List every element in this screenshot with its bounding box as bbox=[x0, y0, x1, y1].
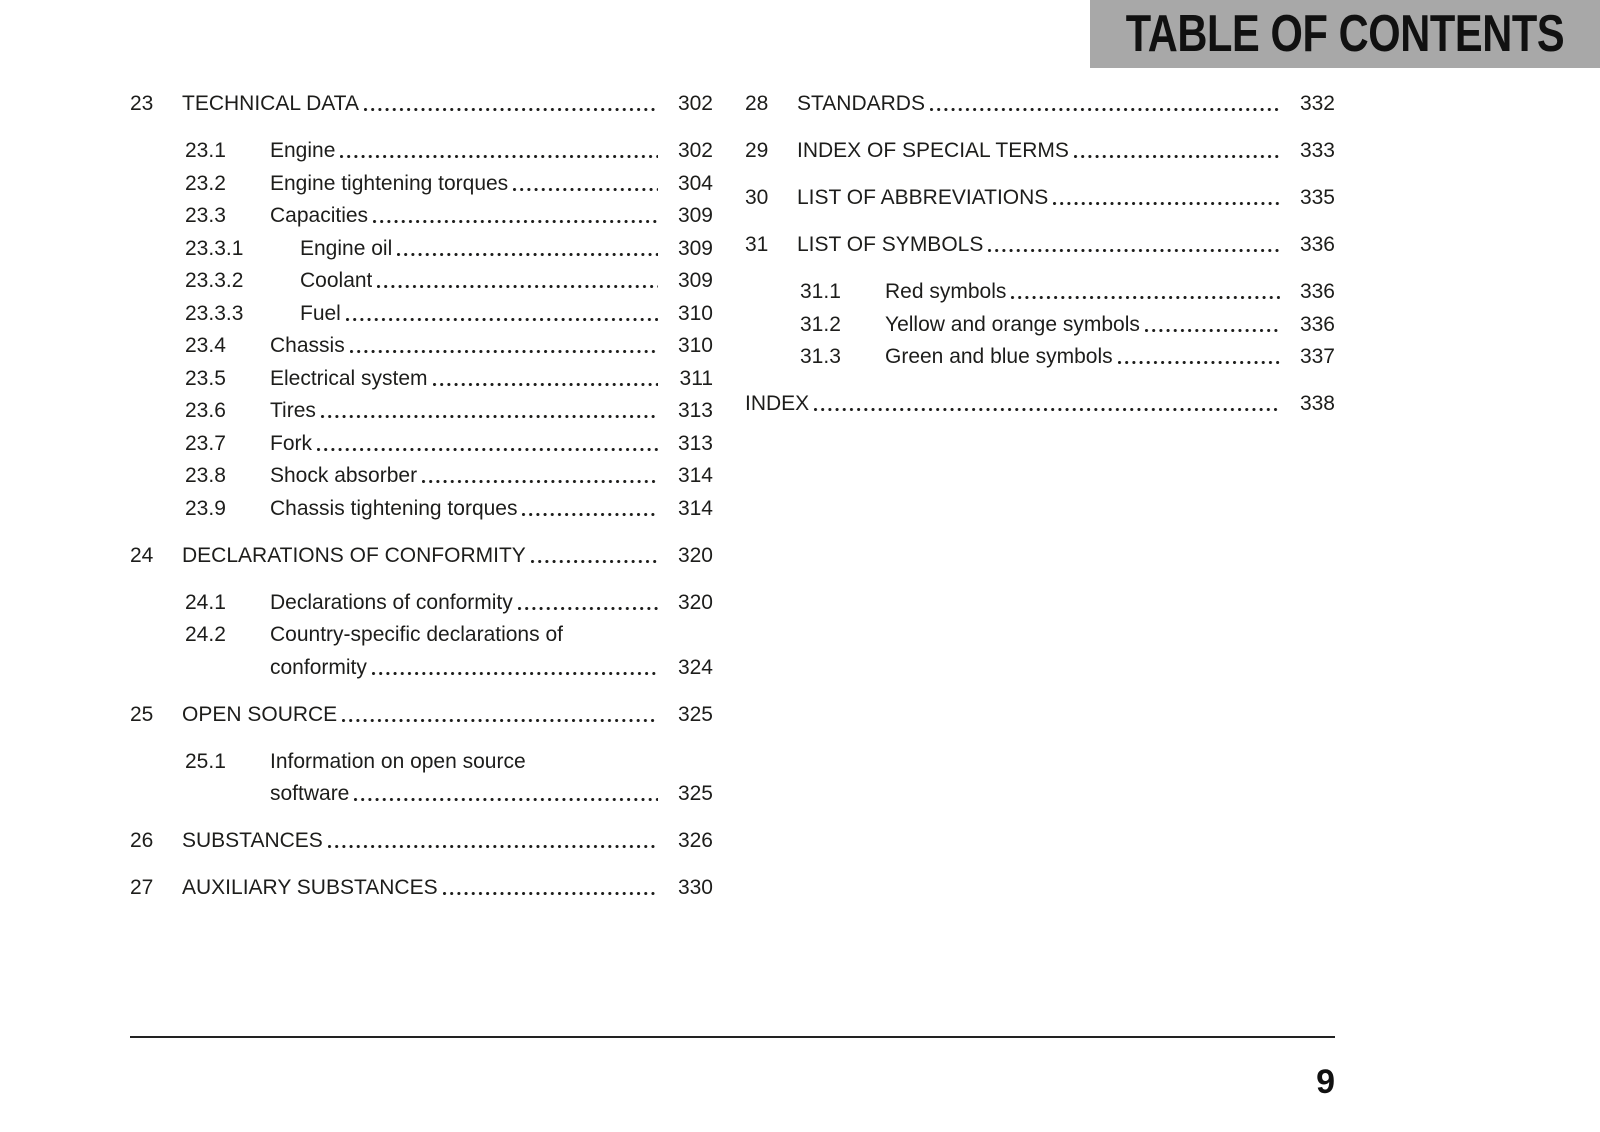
toc-entry-label-continued: conformity bbox=[270, 655, 367, 679]
toc-entry-number: 31 bbox=[745, 233, 769, 256]
toc-entry[interactable] bbox=[130, 493, 713, 526]
toc-entry-label: TECHNICAL DATA bbox=[182, 92, 359, 115]
dot-leader bbox=[518, 607, 658, 610]
toc-entry-page: 325 bbox=[677, 702, 713, 726]
dot-leader bbox=[372, 672, 658, 675]
toc-entry-page: 314 bbox=[677, 496, 713, 520]
toc-entry-number: 24.2 bbox=[185, 623, 226, 646]
toc-entry-line bbox=[130, 619, 713, 652]
toc-entry-label: Declarations of conformity bbox=[270, 590, 513, 614]
toc-entry[interactable] bbox=[130, 746, 713, 811]
toc-entry-page: 332 bbox=[1299, 92, 1335, 115]
toc-entry[interactable] bbox=[745, 135, 1335, 168]
toc-entry-number: 23.4 bbox=[185, 334, 226, 357]
toc-entry[interactable] bbox=[130, 619, 713, 684]
dot-leader bbox=[1011, 296, 1280, 299]
toc-entry[interactable] bbox=[130, 298, 713, 331]
toc-entry-page: 336 bbox=[1299, 233, 1335, 256]
toc-entry-label: LIST OF SYMBOLS bbox=[797, 233, 984, 256]
toc-entry-number: 24.1 bbox=[185, 590, 226, 614]
toc-entry-label: Chassis tightening torques bbox=[270, 496, 518, 520]
toc-entry-page: 313 bbox=[677, 399, 713, 422]
dot-leader bbox=[814, 408, 1280, 411]
toc-entry[interactable] bbox=[130, 825, 713, 858]
toc-entry-page: 336 bbox=[1299, 280, 1335, 303]
toc-entry[interactable] bbox=[130, 168, 713, 201]
dot-leader bbox=[397, 253, 658, 256]
toc-entry[interactable] bbox=[130, 265, 713, 298]
toc-entry-label: INDEX OF SPECIAL TERMS bbox=[797, 139, 1069, 162]
toc-entry-page: 338 bbox=[1299, 392, 1335, 415]
toc-entry[interactable] bbox=[130, 872, 713, 905]
toc-entry[interactable] bbox=[130, 135, 713, 168]
toc-entry-number: 23.8 bbox=[185, 464, 226, 487]
toc-entry-number: 23.7 bbox=[185, 431, 226, 455]
toc-entry-number: 25.1 bbox=[185, 749, 226, 773]
dot-leader bbox=[422, 480, 658, 483]
toc-entry-label: Country-specific declarations of bbox=[270, 623, 563, 646]
toc-entry-label-continued: software bbox=[270, 782, 350, 805]
toc-entry-label: Electrical system bbox=[270, 366, 428, 390]
toc-entry-line bbox=[130, 778, 713, 811]
toc-entry-label: Fork bbox=[270, 431, 312, 455]
toc-entry[interactable] bbox=[130, 428, 713, 461]
toc-entry-label: Engine tightening torques bbox=[270, 171, 509, 195]
dot-leader bbox=[377, 285, 658, 288]
toc-entry-page: 302 bbox=[677, 139, 713, 162]
toc-entry-label: INDEX bbox=[745, 392, 810, 415]
toc-entry[interactable] bbox=[130, 233, 713, 266]
toc-entry[interactable] bbox=[130, 460, 713, 493]
toc-entry-label: Green and blue symbols bbox=[885, 345, 1113, 368]
toc-entry-number: 27 bbox=[130, 876, 154, 899]
toc-entry-page: 302 bbox=[677, 92, 713, 115]
toc-entry-page: 320 bbox=[677, 543, 713, 567]
toc-entry-page: 325 bbox=[677, 782, 713, 805]
toc-entry-number: 23.1 bbox=[185, 139, 226, 162]
toc-entry-page: 310 bbox=[677, 334, 713, 357]
toc-entry-label: Capacities bbox=[270, 204, 369, 227]
dot-leader bbox=[522, 513, 658, 516]
dot-leader bbox=[1118, 361, 1280, 364]
toc-entry[interactable] bbox=[745, 341, 1335, 374]
dot-leader bbox=[342, 719, 658, 722]
dot-leader bbox=[373, 220, 658, 223]
dot-leader bbox=[364, 108, 658, 111]
dot-leader bbox=[350, 350, 658, 353]
toc-entry-page: 324 bbox=[677, 655, 713, 679]
toc-entry-line bbox=[130, 652, 713, 685]
toc-entry-label: Coolant bbox=[300, 269, 373, 292]
toc-entry[interactable] bbox=[130, 699, 713, 732]
toc-entry-number: 23 bbox=[130, 92, 154, 115]
toc-entry-page: 336 bbox=[1299, 312, 1335, 336]
toc-entry-number: 23.3.1 bbox=[185, 236, 244, 260]
page-title: TABLE OF CONTENTS bbox=[1125, 5, 1565, 63]
toc-entry-number: 31.3 bbox=[800, 345, 841, 368]
toc-entry-label: Shock absorber bbox=[270, 464, 418, 487]
toc-entry[interactable] bbox=[130, 88, 713, 121]
toc-entry-page: 314 bbox=[677, 464, 713, 487]
toc-entry-line bbox=[130, 746, 713, 779]
toc-entry-label: Engine oil bbox=[300, 236, 393, 260]
toc-entry-label: Tires bbox=[270, 399, 316, 422]
toc-entry[interactable] bbox=[130, 200, 713, 233]
dot-leader bbox=[346, 318, 658, 321]
dot-leader bbox=[531, 560, 658, 563]
toc-entry-page: 309 bbox=[677, 269, 713, 292]
toc-entry-page: 311 bbox=[679, 366, 713, 390]
toc-entry[interactable] bbox=[130, 540, 713, 573]
toc-entry[interactable] bbox=[745, 276, 1335, 309]
toc-entry[interactable] bbox=[130, 587, 713, 620]
toc-entry[interactable] bbox=[130, 395, 713, 428]
toc-entry-page: 335 bbox=[1299, 186, 1335, 209]
dot-leader bbox=[930, 108, 1280, 111]
dot-leader bbox=[328, 845, 658, 848]
footer-divider bbox=[130, 1036, 1335, 1038]
dot-leader bbox=[1145, 329, 1280, 332]
toc-entry-number: 24 bbox=[130, 543, 154, 567]
dot-leader bbox=[317, 448, 658, 451]
toc-entry-label: SUBSTANCES bbox=[182, 829, 323, 852]
toc-entry-label: OPEN SOURCE bbox=[182, 702, 338, 726]
page-number: 9 bbox=[1316, 1063, 1335, 1101]
toc-entry[interactable] bbox=[745, 182, 1335, 215]
toc-entry-number: 29 bbox=[745, 139, 769, 162]
dot-leader bbox=[443, 892, 658, 895]
toc-entry-page: 320 bbox=[677, 590, 713, 614]
dot-leader bbox=[1074, 155, 1280, 158]
toc-entry-label: Fuel bbox=[300, 301, 341, 325]
toc-entry-number: 23.3.3 bbox=[185, 301, 244, 325]
toc-entry-number: 23.9 bbox=[185, 496, 226, 520]
toc-entry-number: 23.2 bbox=[185, 171, 226, 195]
dot-leader bbox=[513, 188, 658, 191]
toc-entry-number: 23.5 bbox=[185, 366, 226, 390]
toc-entry-label: DECLARATIONS OF CONFORMITY bbox=[182, 543, 526, 567]
toc-entry-number: 23.6 bbox=[185, 399, 226, 422]
toc-entry-number: 30 bbox=[745, 186, 769, 209]
page-title-banner bbox=[1090, 0, 1600, 68]
toc-entry-label: Engine bbox=[270, 139, 336, 162]
toc-entry-label: Yellow and orange symbols bbox=[885, 312, 1140, 336]
toc-entry-page: 313 bbox=[677, 431, 713, 455]
dot-leader bbox=[354, 798, 658, 801]
toc-entry-page: 310 bbox=[677, 301, 713, 325]
toc-entry-number: 23.3 bbox=[185, 204, 226, 227]
toc-entry-number: 25 bbox=[130, 702, 154, 726]
toc-entry-label: STANDARDS bbox=[797, 92, 925, 115]
dot-leader bbox=[340, 155, 658, 158]
toc-entry[interactable] bbox=[745, 309, 1335, 342]
toc-entry-number: 28 bbox=[745, 92, 769, 115]
toc-entry-number: 23.3.2 bbox=[185, 269, 244, 292]
toc-entry-page: 337 bbox=[1299, 345, 1335, 368]
toc-entry[interactable] bbox=[745, 229, 1335, 262]
toc-entry-number: 31.2 bbox=[800, 312, 841, 336]
toc-entry-label: Chassis bbox=[270, 334, 345, 357]
toc-column-right bbox=[745, 88, 1335, 435]
toc-entry-page: 330 bbox=[677, 876, 713, 899]
toc-entry[interactable] bbox=[130, 363, 713, 396]
toc-entry-page: 326 bbox=[677, 829, 713, 852]
dot-leader bbox=[321, 415, 658, 418]
toc-entry[interactable] bbox=[130, 330, 713, 363]
toc-entry-number: 26 bbox=[130, 829, 154, 852]
toc-entry-page: 309 bbox=[677, 236, 713, 260]
toc-entry-label: AUXILIARY SUBSTANCES bbox=[182, 876, 438, 899]
toc-entry-label: Red symbols bbox=[885, 280, 1007, 303]
dot-leader bbox=[988, 249, 1280, 252]
toc-entry-page: 333 bbox=[1299, 139, 1335, 162]
toc-entry[interactable] bbox=[745, 88, 1335, 121]
dot-leader bbox=[1053, 202, 1280, 205]
toc-entry-page: 304 bbox=[677, 171, 713, 195]
toc-column-left bbox=[130, 88, 713, 919]
toc-entry-label: Information on open source bbox=[270, 749, 526, 773]
toc-entry-number: 31.1 bbox=[800, 280, 841, 303]
toc-entry-page: 309 bbox=[677, 204, 713, 227]
dot-leader bbox=[433, 383, 658, 386]
toc-entry[interactable] bbox=[745, 388, 1335, 421]
toc-entry-label: LIST OF ABBREVIATIONS bbox=[797, 186, 1049, 209]
